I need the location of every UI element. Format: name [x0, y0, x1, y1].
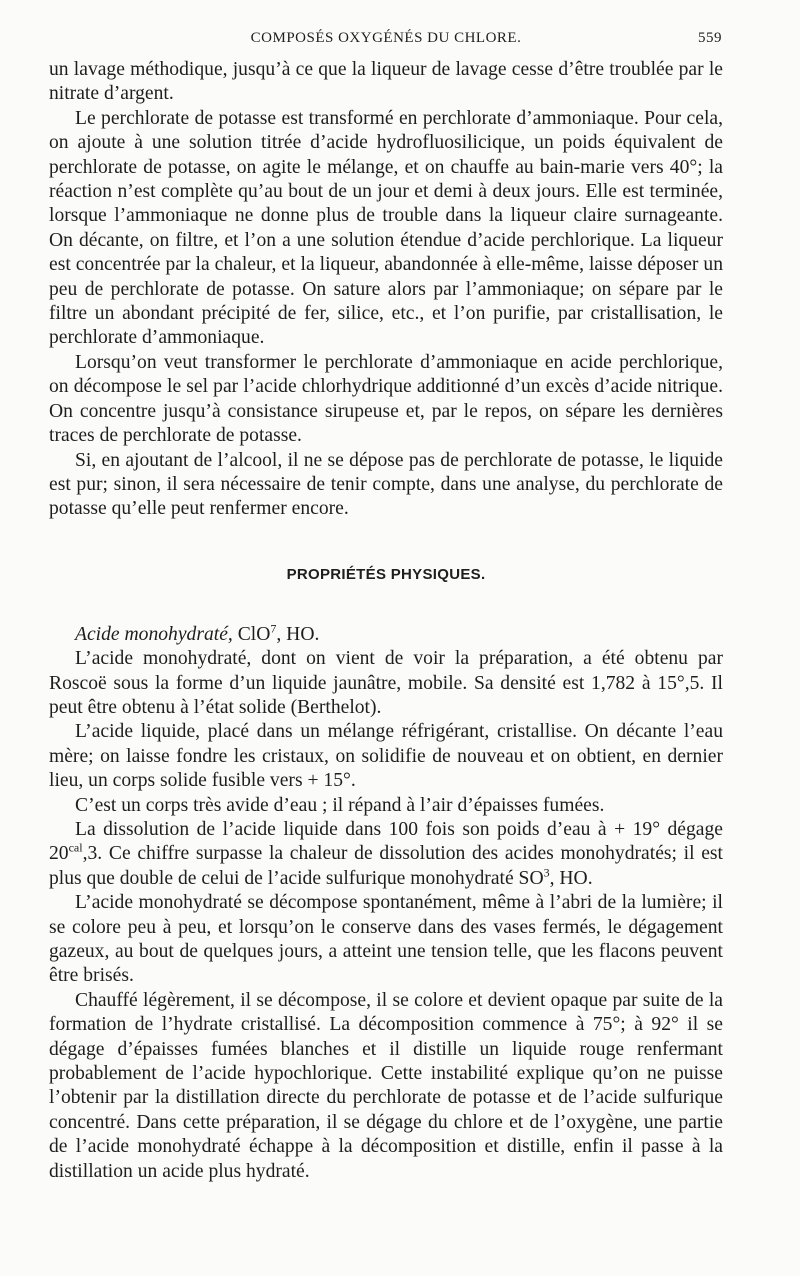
- paragraph-decomposition-spontanee: L’acide monohydraté se décompose spontanément, même à l’abri de la lumière; il se colore peu à peu, et lorsqu’on le conserve dans des vases fermés, le dégagement gazeux, au bout de quelques jours, a atteint une tension telle, que les flacons peuvent être brisés.: [49, 892, 723, 987]
- paragraph-dissolution: [49, 818, 723, 891]
- paragraph-avide-eau: C’est un corps très avide d’eau ; il répand à l’air d’épaisses fumées.: [75, 794, 605, 816]
- formula-base: ClO: [237, 623, 271, 645]
- subsection-label: Acide monohydraté,: [75, 623, 233, 645]
- formula-rest: , HO.: [276, 623, 320, 645]
- dissolution-text-b: ,3. Ce chiffre surpasse la chaleur de dissolution des acides monohydratés; il est plus que double de celui de l’acide sulfurique monohydraté SO: [49, 843, 723, 889]
- body-text: [49, 58, 723, 1184]
- dissolution-text-a: La dissolution de l’acide liquide dans 100 fois son poids d’eau à + 19° dégage 20: [49, 818, 723, 865]
- dissolution-text-c: , HO.: [549, 867, 593, 889]
- dissolution-superscript-3: 3: [543, 865, 550, 880]
- paragraph-chauffage: Chauffé légèrement, il se décompose, il se colore et devient opaque par suite de la formation de l’hydrate cristallisé. La décomposition commence à 75°; à 92° il se dégage d’épaisses fumées blanches et il distille un liquide rouge renfermant probablement de l’acide hypochlorique. Cette instabilité explique qu’on ne puisse l’obtenir par la distillation directe du perchlorate de potasse et de l’acide sulfurique concentré. Dans cette préparation, il se dégage du chlore et de l’oxygène, une partie de l’acide monohydraté échappe à la décomposition et distille, enfin il passe à la distillation un acide plus hydraté.: [49, 989, 723, 1182]
- running-title: COMPOSÉS OXYGÉNÉS DU CHLORE.: [250, 30, 522, 46]
- paragraph-description: L’acide monohydraté, dont on vient de voir la préparation, a été obtenu par Roscoë sous la forme d’un liquide jaunâtre, mobile. Sa densité est 1,782 à 15°,5. Il peut être obtenu à l’état solide (Berthelot).: [49, 648, 723, 718]
- paragraph-transformation: Lorsqu’on veut transformer le perchlorate d’ammoniaque en acide perchlorique, on décompose le sel par l’acide chlorhydrique additionné d’un excès d’acide nitrique. On concentre jusqu’à consistance sirupeuse et, par le repos, on sépare les dernières traces de perchlorate de potasse.: [49, 351, 723, 447]
- running-header: [50, 30, 722, 54]
- dissolution-superscript-cal: cal: [68, 840, 83, 855]
- subsection-heading: [49, 623, 723, 647]
- section-heading: PROPRIÉTÉS PHYSIQUES.: [286, 565, 486, 583]
- paragraph-perchlorate-ammoniaque: Le perchlorate de potasse est transformé en perchlorate d’ammoniaque. Pour cela, on ajoute à une solution titrée d’acide hydrofluosilicique, un poids équivalent de perchlorate de potasse, on agite le mélange, et on chauffe au bain-marie vers 40°; la réaction n’est complète qu’au bout de un jour et demi à deux jours. Elle est terminée, lorsque l’ammoniaque ne donne plus de trouble dans la liqueur claire surnageante. On décante, on filtre, et l’on a une solution étendue d’acide perchlorique. La liqueur est concentrée par la chaleur, et la liqueur, abandonnée à elle-même, laisse déposer un peu de perchlorate de potasse. On sature alors par l’ammoniaque; on sépare par le filtre un abondant précipité de fer, silice, etc., et l’on purifie, par cristallisation, le perchlorate d’ammoniaque.: [49, 107, 723, 349]
- paragraph-alcool-test: Si, en ajoutant de l’alcool, il ne se dépose pas de perchlorate de potasse, le liquide est pur; sinon, il sera nécessaire de tenir compte, dans une analyse, du perchlorate de potasse qu’elle peut renfermer encore.: [49, 449, 723, 520]
- page-number: 559: [698, 30, 722, 46]
- formula-superscript: 7: [270, 621, 277, 636]
- paragraph-continuation: un lavage méthodique, jusqu’à ce que la liqueur de lavage cesse d’être troublée par le nitrate d’argent.: [49, 59, 723, 105]
- paragraph-crystallisation: L’acide liquide, placé dans un mélange réfrigérant, cristallise. On décante l’eau mère; on laisse fondre les cristaux, on solidifie de nouveau et on obtient, en dernier lieu, un corps solide fusible vers + 15°.: [49, 721, 723, 792]
